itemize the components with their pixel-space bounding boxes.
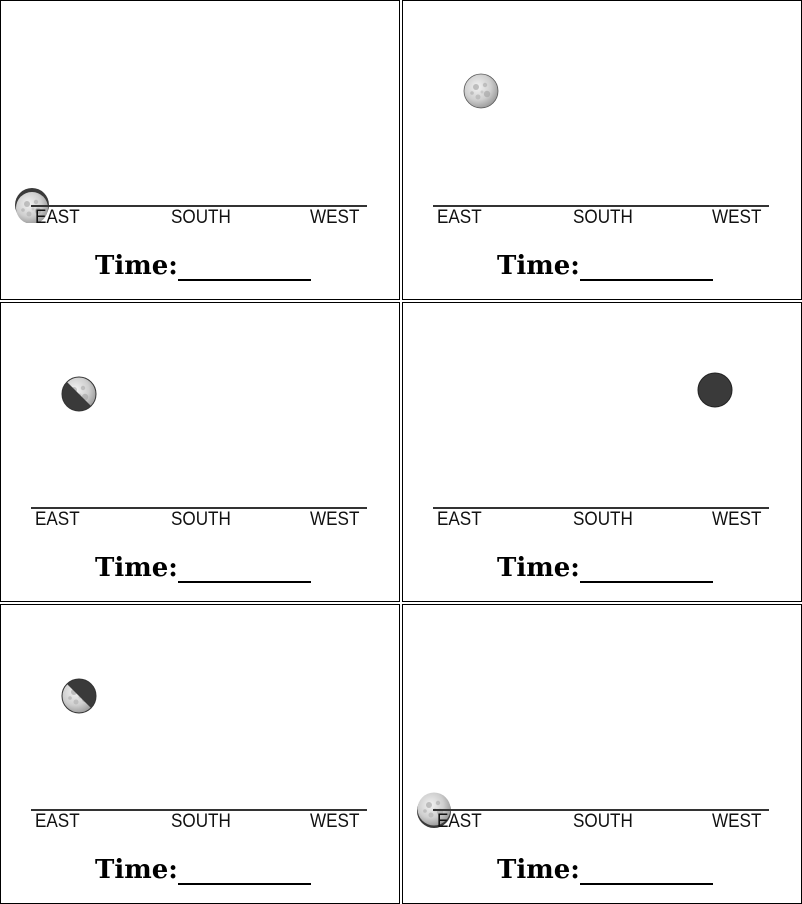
west-label: WEST [310, 811, 360, 832]
time-label: Time: [95, 251, 178, 281]
time-label: Time: [497, 855, 580, 885]
panel-4 [402, 302, 802, 602]
time-label: Time: [497, 251, 580, 281]
south-label: SOUTH [171, 509, 231, 530]
half-moon-icon [61, 678, 97, 714]
east-label: EAST [437, 207, 482, 228]
west-label: WEST [310, 509, 360, 530]
east-label: EAST [437, 509, 482, 530]
time-answer-blank [178, 883, 311, 885]
panel-1 [0, 0, 400, 300]
east-label: EAST [35, 811, 80, 832]
east-label: EAST [35, 207, 80, 228]
time-answer-blank [178, 581, 311, 583]
panel-3 [0, 302, 400, 602]
time-label: Time: [497, 553, 580, 583]
time-label: Time: [95, 553, 178, 583]
east-label: EAST [437, 811, 482, 832]
time-label: Time: [95, 855, 178, 885]
west-label: WEST [712, 509, 762, 530]
panel-6 [402, 604, 802, 904]
time-answer-blank [178, 279, 311, 281]
south-label: SOUTH [573, 207, 633, 228]
south-label: SOUTH [573, 811, 633, 832]
panel-2 [402, 0, 802, 300]
west-label: WEST [310, 207, 360, 228]
time-answer-blank [580, 581, 713, 583]
panel-5 [0, 604, 400, 904]
dark-moon-icon [697, 372, 733, 408]
full-moon-icon [463, 73, 499, 109]
south-label: SOUTH [573, 509, 633, 530]
time-answer-blank [580, 883, 713, 885]
south-label: SOUTH [171, 811, 231, 832]
south-label: SOUTH [171, 207, 231, 228]
time-answer-blank [580, 279, 713, 281]
half-moon-icon [61, 376, 97, 412]
west-label: WEST [712, 207, 762, 228]
east-label: EAST [35, 509, 80, 530]
west-label: WEST [712, 811, 762, 832]
